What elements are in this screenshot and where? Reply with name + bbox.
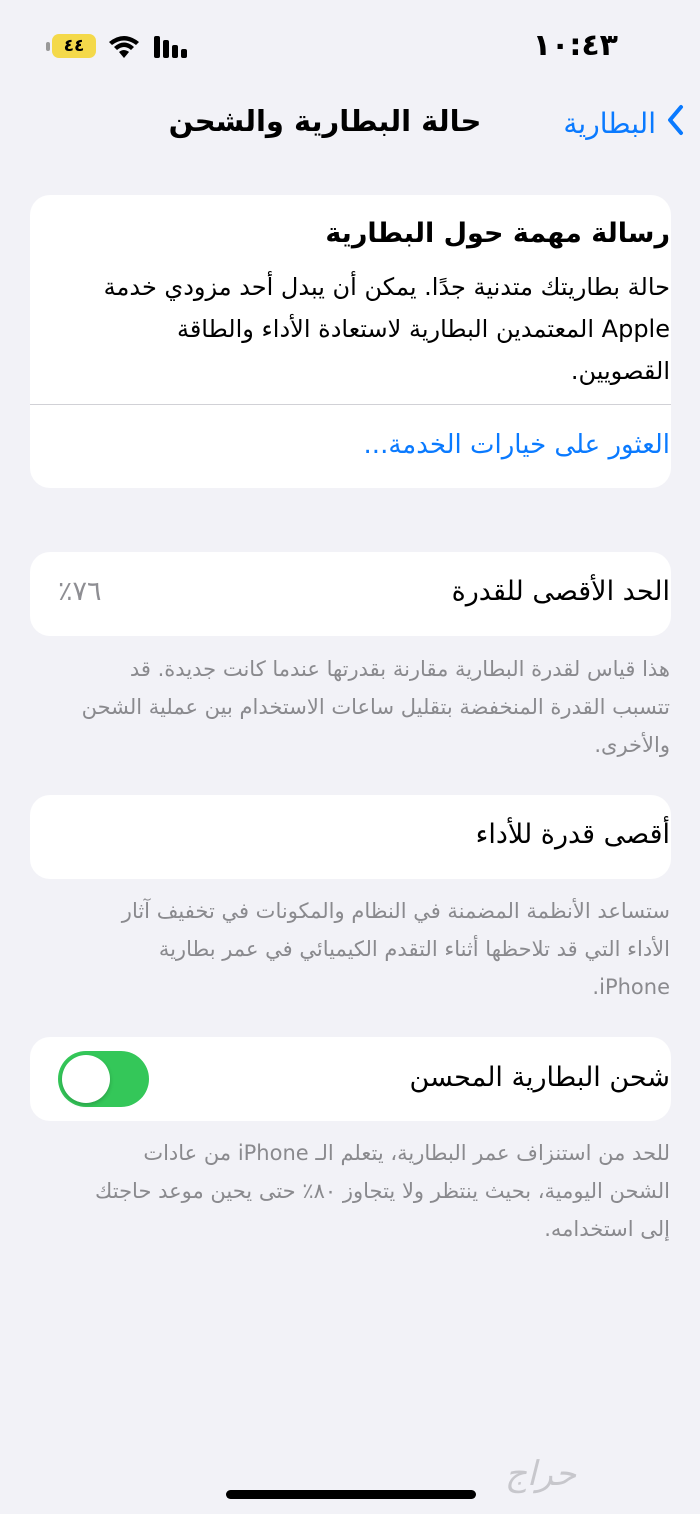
back-button[interactable] xyxy=(563,104,684,143)
alert-title: رسالة مهمة حول البطارية xyxy=(325,218,670,249)
alert-body: حالة بطاريتك متدنية جدًا. يمكن أن يبدل أحد مزودي خدمة Apple المعتمدين البطارية لاستعادة الأداء والطاقة القصويين. xyxy=(103,273,670,385)
maximum-capacity-footer: هذا قياس لقدرة البطارية مقارنة بقدرتها عندما كانت جديدة. قد تتسبب القدرة المنخفضة بتقليل ساعات الاستخدام بين عملية الشحن والأخرى. xyxy=(81,657,670,757)
status-time: ١٠:٤٣ xyxy=(532,28,618,63)
toggle-knob xyxy=(62,1055,110,1103)
peak-performance-footer: ستساعد الأنظمة المضمنة في النظام والمكونات في تخفيف آثار الأداء التي قد تلاحظها أثناء التقدم الكيميائي في عمر بطارية iPhone. xyxy=(121,899,670,999)
peak-performance-label: أقصى قدرة للأداء xyxy=(475,819,670,850)
chevron-left-icon xyxy=(666,104,684,143)
optimized-charging-toggle[interactable] xyxy=(58,1051,149,1107)
optimized-charging-label: شحن البطارية المحسن xyxy=(409,1062,670,1093)
battery-icon xyxy=(52,34,96,58)
optimized-charging-footer: للحد من استنزاف عمر البطارية، يتعلم الـ iPhone من عادات الشحن اليومية، بحيث ينتظر ولا يتجاوز ٨٠٪ حتى يحين موعد حاجتك إلى استخدامه. xyxy=(95,1141,670,1241)
watermark-logo: حراج xyxy=(505,1454,577,1494)
maximum-capacity-label: الحد الأقصى للقدرة xyxy=(451,576,670,607)
wifi-icon xyxy=(108,34,140,64)
cellular-signal-icon xyxy=(154,36,190,62)
back-button-label: البطارية xyxy=(563,107,656,140)
divider xyxy=(30,404,671,405)
home-indicator[interactable] xyxy=(226,1490,476,1499)
battery-level: ٤٤ xyxy=(63,36,85,56)
find-service-options-link[interactable]: العثور على خيارات الخدمة... xyxy=(363,430,670,460)
maximum-capacity-value: ٧٦٪ xyxy=(58,576,102,607)
page-title-text: حالة البطارية والشحن xyxy=(168,104,482,138)
